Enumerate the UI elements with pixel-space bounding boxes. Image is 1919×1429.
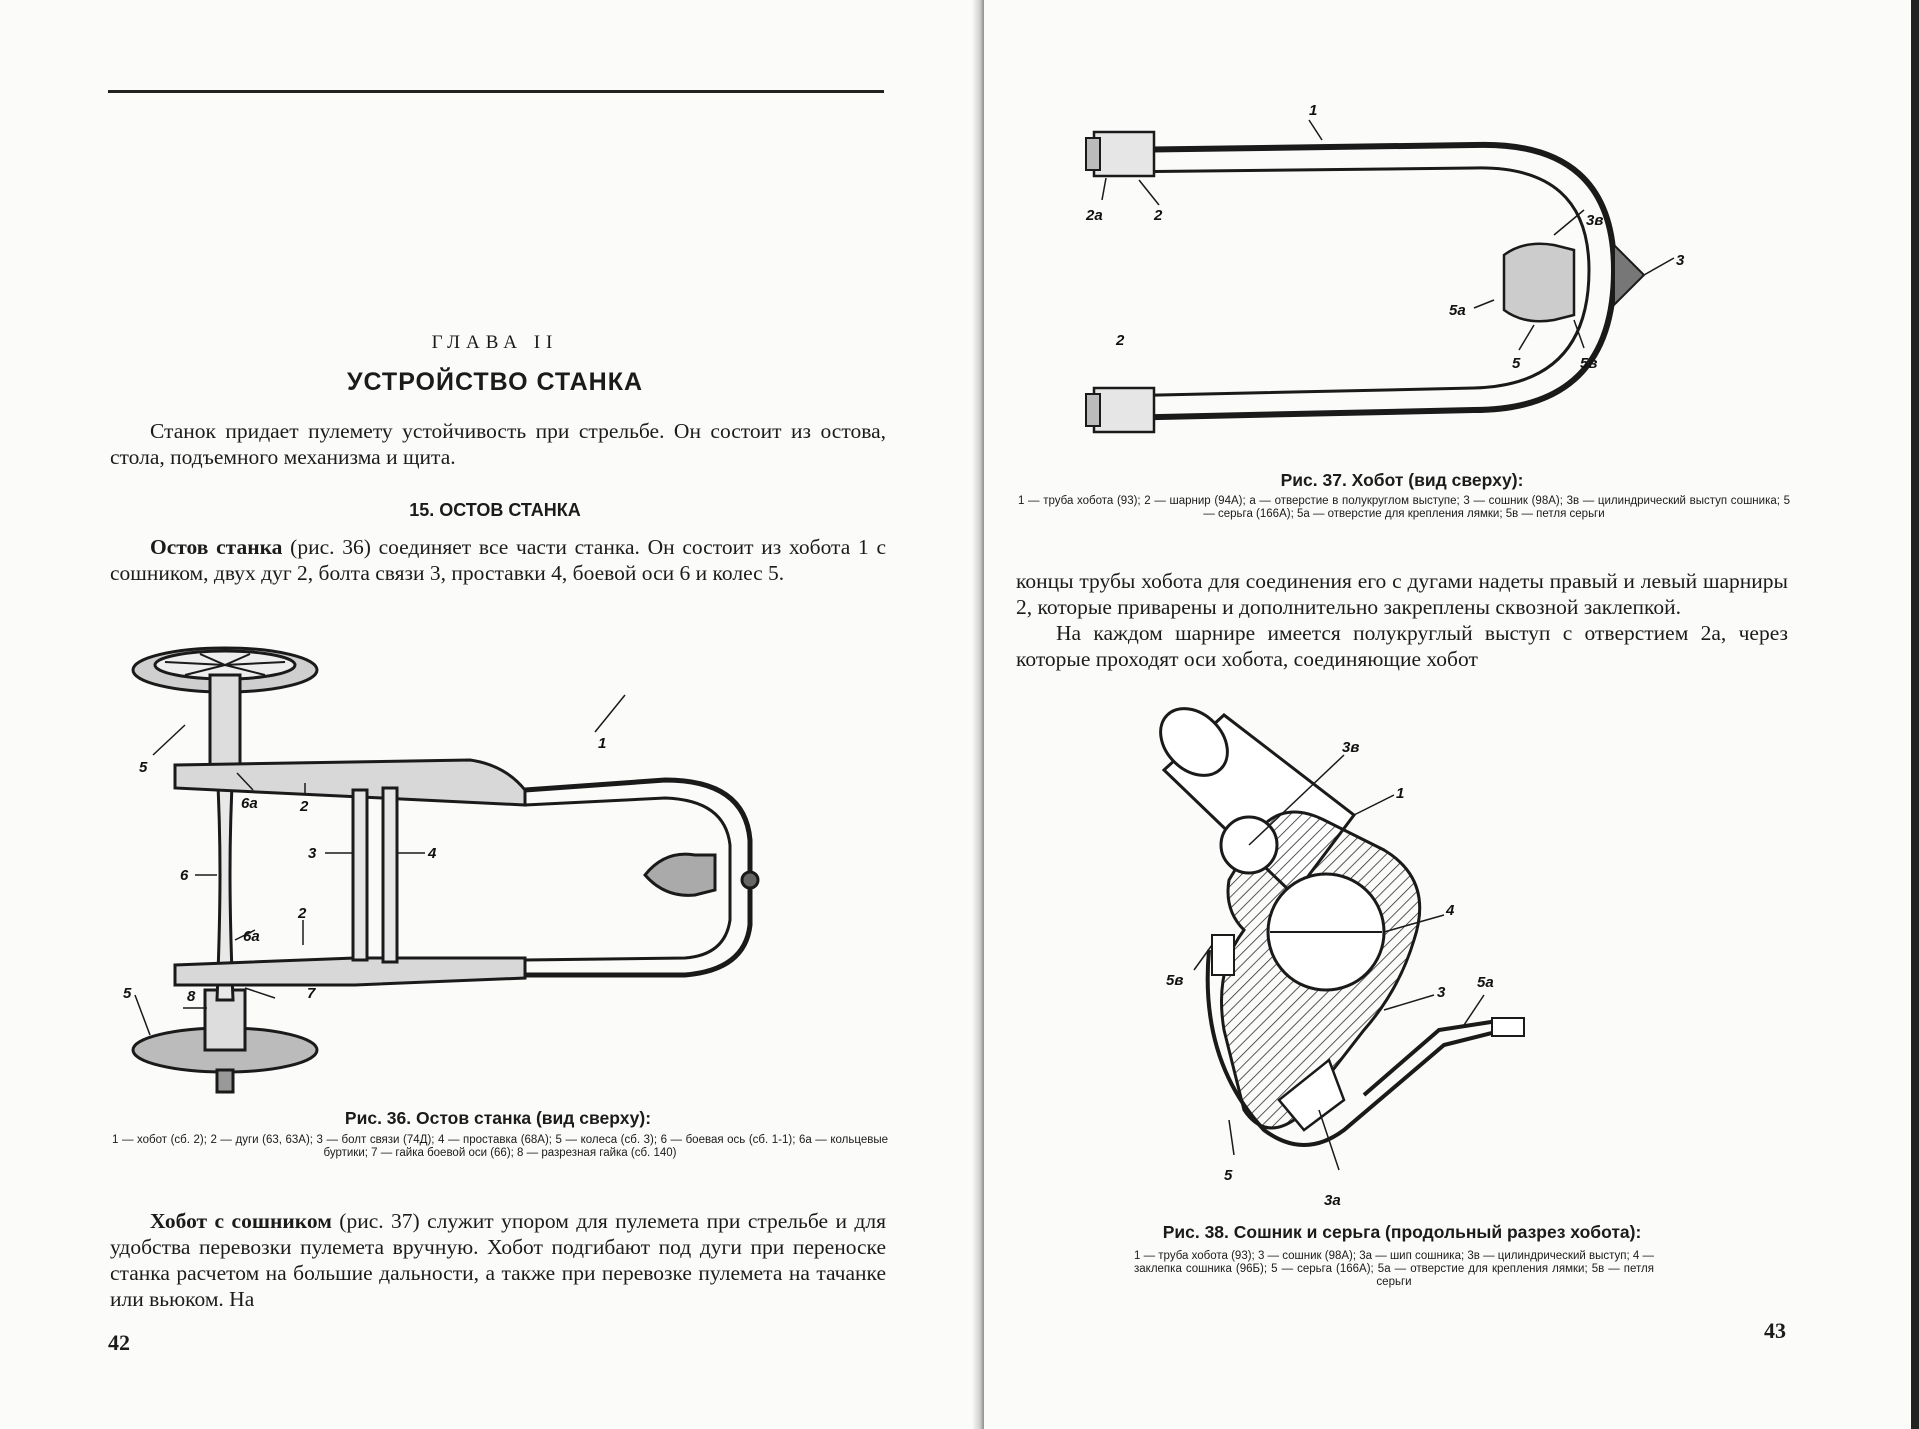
fig38-label: 5в bbox=[1166, 972, 1184, 989]
figure-37-tail-drawing bbox=[1054, 80, 1774, 450]
fig37-label: 2 bbox=[1154, 207, 1163, 224]
right-edge bbox=[1911, 0, 1919, 1429]
chapter-title: УСТРОЙСТВО СТАНКА bbox=[346, 368, 644, 396]
fig36-label: 7 bbox=[307, 985, 316, 1002]
figure-36-frame-drawing bbox=[125, 640, 885, 1110]
fig37-caption-text: 1 — труба хобота (93); 2 — шарнир (94А); а — отверстие в полукруглом выступе; 3 — сошник (98А); 3в — цилиндрический выступ сошника; 5 — серьга (166А); 5а — отверстие для крепления лямки; 5в — петля серьги bbox=[1018, 495, 1790, 520]
fig37-label: 5а bbox=[1449, 302, 1466, 319]
para-text: (рис. 36) соединяет все части станка. Он состоит из хобота 1 с сошником, двух дуг 2, болта связи 3, проставки 4, боевой оси 6 и колес 5. bbox=[110, 535, 886, 585]
page-number-left: 42 bbox=[108, 1330, 130, 1355]
fig36-label: 2 bbox=[298, 905, 307, 922]
fig38-label: 4 bbox=[1446, 902, 1455, 919]
fig36-label: 8 bbox=[187, 988, 196, 1005]
fig37-label: 1 bbox=[1309, 102, 1318, 119]
fig38-label: 1 bbox=[1396, 785, 1405, 802]
fig36-label: 2 bbox=[300, 798, 309, 815]
figure-38-section-drawing bbox=[1144, 700, 1664, 1220]
fig36-label: 1 bbox=[598, 735, 607, 752]
fig37-label: 2 bbox=[1116, 332, 1125, 349]
fig36-caption-title: Рис. 36. Остов станка (вид сверху): bbox=[344, 1108, 652, 1128]
para-lead: Хобот с сошником bbox=[150, 1209, 332, 1233]
fig38-label: 5а bbox=[1477, 974, 1494, 991]
para-lead: Остов станка bbox=[150, 535, 283, 559]
fig36-label: 5 bbox=[123, 985, 132, 1002]
fig36-label: 6а bbox=[243, 928, 260, 945]
fig38-label: 5 bbox=[1224, 1167, 1233, 1184]
fig36-label: 6а bbox=[241, 795, 258, 812]
fig37-label: 2а bbox=[1086, 207, 1103, 224]
fig38-caption-text: 1 — труба хобота (93); 3 — сошник (98А); 3а — шип сошника; 3в — цилиндрический выступ; 4 — заклепка сошника (96Б); 5 — серьга (166А); 5а — отверстие для крепления лямки; 5в — петля серьги bbox=[1134, 1250, 1654, 1288]
fig38-caption-title: Рис. 38. Сошник и серьга (продольный разрез хобота): bbox=[1162, 1222, 1642, 1242]
page-number-right: 43 bbox=[1764, 1318, 1786, 1343]
para-text: (рис. 37) служит упором для пулемета при стрельбе и для удобства перевозки пулемета вручную. Хобот подгибают под дуги при переноске станка расчетом на большие дальности, а также при перевозке пулемета на тачанке или вьюком. На bbox=[110, 1209, 886, 1311]
paragraph-tail bbox=[110, 1208, 886, 1312]
fig36-label: 4 bbox=[428, 845, 437, 862]
section-heading: 15. ОСТОВ СТАНКА bbox=[409, 500, 581, 520]
right-page bbox=[984, 0, 1919, 1429]
fig36-label: 5 bbox=[139, 759, 148, 776]
fig37-label: 3в bbox=[1586, 212, 1604, 229]
intro-paragraph: Станок придает пулемету устойчивость при стрельбе. Он состоит из остова, стола, подъемного механизма и щита. bbox=[110, 419, 886, 469]
fig36-label: 6 bbox=[180, 867, 189, 884]
top-rule bbox=[108, 90, 884, 93]
fig37-label: 5 bbox=[1512, 355, 1521, 372]
chapter-heading: ГЛАВА II bbox=[431, 332, 559, 353]
fig38-label: 3а bbox=[1324, 1192, 1341, 1209]
fig37-caption-title: Рис. 37. Хобот (вид сверху): bbox=[1280, 470, 1524, 490]
fig38-label: 3 bbox=[1437, 984, 1446, 1001]
fig36-caption-text: 1 — хобот (сб. 2); 2 — дуги (63, 63А); 3 — болт связи (74Д); 4 — проставка (68А); 5 — колеса (сб. 3); 6 — боевая ось (сб. 1-1); 6а — кольцевые буртики; 7 — гайка боевой оси (66); 8 — разрезная гайка (сб. 140) bbox=[112, 1134, 888, 1159]
fig37-label: 3 bbox=[1676, 252, 1685, 269]
fig38-label: 3в bbox=[1342, 739, 1360, 756]
fig36-label: 3 bbox=[308, 845, 317, 862]
paragraph-continuation: концы трубы хобота для соединения его с дугами надеты правый и левый шарниры 2, которые приварены и дополнительно закреплены сквозной заклепкой. На каждом шарнире имеется полукруглый выступ с отверстием 2а, через которые проходят оси хобота, соединяющие хобот bbox=[1016, 569, 1788, 671]
paragraph-frame bbox=[110, 534, 886, 586]
fig37-label: 5в bbox=[1580, 355, 1598, 372]
